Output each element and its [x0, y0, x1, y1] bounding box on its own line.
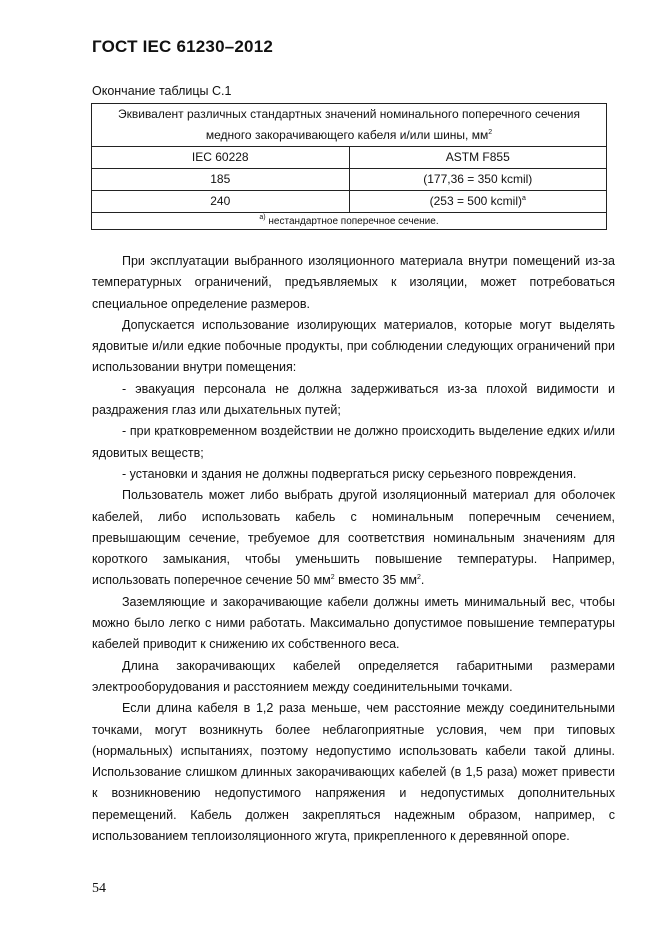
- page-number: 54: [92, 881, 106, 896]
- table-row: [92, 191, 607, 213]
- paragraph: При эксплуатации выбранного изоляционного материала внутри помещений из-за температурных ограничений, предъявляемых к изоляции, может потребоваться специальное определение размеров.: [92, 254, 615, 311]
- standard-title: ГОСТ IEC 61230–2012: [92, 37, 274, 56]
- table-row: [92, 169, 607, 191]
- paragraph: Если длина кабеля в 1,2 раза меньше, чем расстояние между соединительными точками, могут возникнуть более неблагоприятные условия, чем при типовых (нормальных) испытаниях, поэтому недопустимо использовать кабели такой длины. Использование слишком длинных закорачивающих кабелей (в 1,5 раза) может привести к возникновению недопустимого напряжения и недопустимых дополнительных перемещений. Кабель должен закрепляться надежным образом, например, с использованием теплоизоляционного жгута, прикрепленного к деревянной опоре.: [92, 701, 615, 844]
- column-header-astm: ASTM F855: [349, 147, 607, 169]
- table-header-line2: медного закорачивающего кабеля и/или шины, мм: [205, 128, 489, 142]
- paragraph: Допускается использование изолирующих материалов, которые могут выделять ядовитые и/или едкие побочные продукты, при соблюдении следующих ограничений при использовании внутри помещения:: [92, 317, 615, 375]
- footnote-text: нестандартное поперечное сечение.: [265, 215, 439, 227]
- footnote-ref: a: [521, 195, 526, 202]
- list-item: - при кратковременном воздействии не должно происходить выделение едких и/или ядовитых веществ;: [92, 424, 615, 460]
- paragraph: Заземляющие и закорачивающие кабели должны иметь минимальный вес, чтобы можно было легко с ними работать. Максимально допустимое повышение температуры кабелей приводит к снижению их собственного веса.: [92, 594, 615, 652]
- cell-astm: (253 = 500 kcmil)$^a$: [349, 191, 607, 213]
- footnote-mark: a): [259, 213, 266, 221]
- list-item: - эвакуация персонала не должна задерживаться из-за плохой видимости и раздражения глаз или дыхательных путей;: [92, 381, 615, 418]
- paragraph: Длина закорачивающих кабелей определяется габаритными размерами электрооборудования и расстоянием между соединительными точками.: [92, 658, 615, 694]
- table-header-line1: Эквивалент различных стандартных значений номинального поперечного сечения: [117, 107, 580, 121]
- table-footnote-row: [92, 213, 607, 230]
- table-header-cell: [92, 104, 607, 147]
- column-header-iec: IEC 60228: [92, 147, 350, 169]
- cell-iec: 185: [92, 169, 350, 191]
- table-column-row: [92, 147, 607, 169]
- table-caption: Окончание таблицы С.1: [92, 84, 232, 98]
- list-item: - установки и здания не должны подвергаться риску серьезного повреждения.: [122, 466, 577, 481]
- paragraph: Пользователь может либо выбрать другой изоляционный материал для оболочек кабелей, либо использовать кабель с номинальным поперечным сечением, превышающим сечение, требуемое для соответствия номинальным значениям для короткого замыкания, чтобы уменьшить повышение температуры. Например, использовать поперечное сечение 50 $мм^2$ вместо 35 $мм^2$.: [92, 488, 615, 588]
- body-text: [92, 251, 615, 847]
- cell-astm: (177,36 = 350 kcmil): [349, 169, 607, 191]
- cell-iec: 240: [92, 191, 350, 213]
- table-footnote: [92, 213, 607, 230]
- cross-section-table: [91, 103, 607, 230]
- table-header-sup: 2: [488, 129, 493, 136]
- table-header-row: [92, 104, 607, 147]
